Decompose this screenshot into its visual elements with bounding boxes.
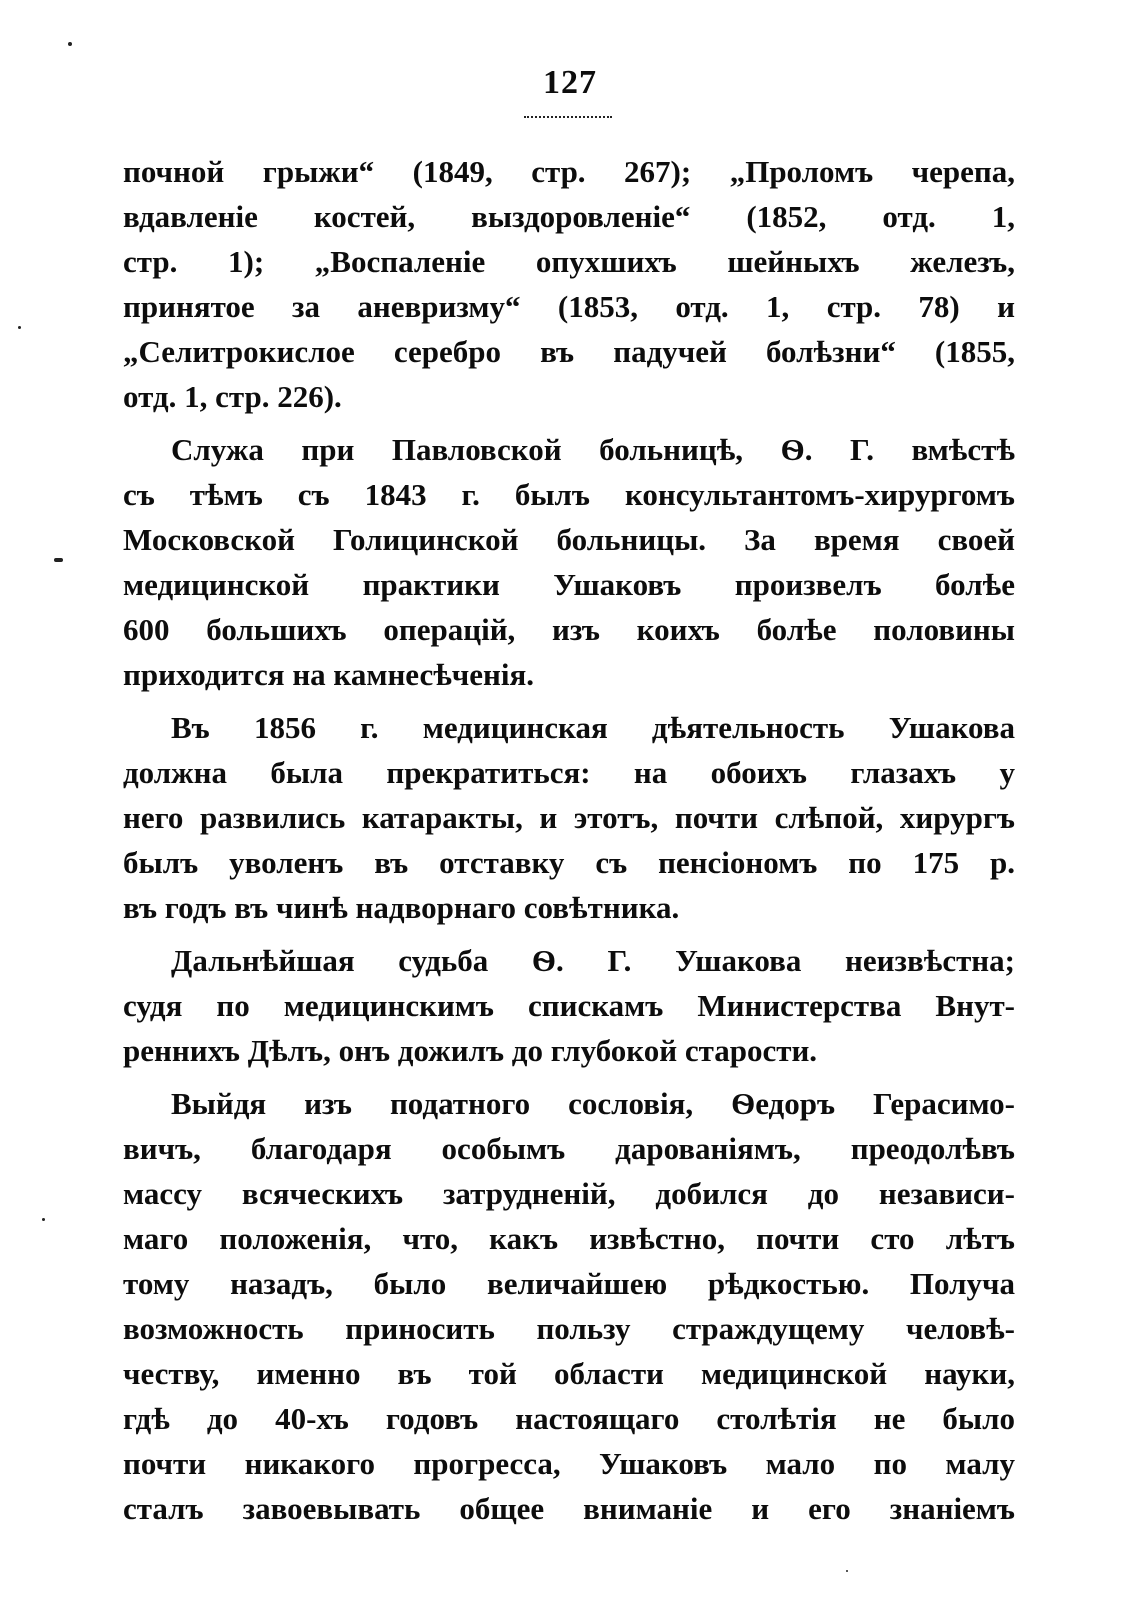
text-line: судя по медицинскимъ спискамъ Министерства Внут-	[123, 988, 1015, 1023]
text-line: принятое за аневризму“ (1853, отд. 1, стр. 78) и	[123, 289, 1015, 324]
text-line: Въ 1856 г. медицинская дѣятельность Ушакова	[171, 710, 1015, 745]
text-line: массу всяческихъ затрудненій, добился до независи-	[123, 1176, 1015, 1211]
text-line: тому назадъ, было величайшею рѣдкостью. Получа	[123, 1266, 1015, 1301]
page-number: 127	[543, 64, 597, 101]
text-line: былъ уволенъ въ отставку съ пенсіономъ по 175 р.	[123, 845, 1015, 880]
scan-speck	[42, 1218, 45, 1221]
page-number-rule	[524, 116, 612, 118]
text-line: честву, именно въ той области медицинской науки,	[123, 1356, 1015, 1391]
text-line: гдѣ до 40-хъ годовъ настоящаго столѣтія не было	[123, 1401, 1015, 1436]
text-line: Дальнѣйшая судьба Ѳ. Г. Ушакова неизвѣстна;	[171, 943, 1015, 978]
text-line: почной грыжи“ (1849, стр. 267); „Проломъ черепа,	[123, 154, 1015, 189]
paragraph	[123, 149, 1015, 419]
text-line: почти никакого прогресса, Ушаковъ мало по малу	[123, 1446, 1015, 1481]
text-line: него развились катаракты, и этотъ, почти слѣпой, хирургъ	[123, 800, 1015, 835]
text-line: стр. 1); „Воспаленіе опухшихъ шейныхъ железъ,	[123, 244, 1015, 279]
body-text	[123, 149, 1015, 1531]
text-line: медицинской практики Ушаковъ произвелъ болѣе	[123, 567, 1015, 602]
scan-speck	[54, 558, 63, 562]
text-line: Московской Голицинской больницы. За время своей	[123, 522, 1015, 557]
scan-speck	[68, 42, 72, 46]
text-line: должна была прекратиться: на обоихъ глазахъ у	[123, 755, 1015, 790]
text-line: съ тѣмъ съ 1843 г. былъ консультантомъ-хирургомъ	[123, 477, 1015, 512]
text-line: маго положенія, что, какъ извѣстно, почти сто лѣтъ	[123, 1221, 1015, 1256]
paragraph	[123, 938, 1015, 1073]
paragraph	[123, 1081, 1015, 1531]
text-line: возможность приносить пользу страждущему человѣ-	[123, 1311, 1015, 1346]
scan-speck	[846, 1570, 848, 1572]
text-line: реннихъ Дѣлъ, онъ дожилъ до глубокой старости.	[123, 1033, 818, 1068]
text-line: Выйдя изъ податного сословія, Ѳедоръ Герасимо-	[171, 1086, 1015, 1121]
text-line: „Селитрокислое серебро въ падучей болѣзни“ (1855,	[123, 334, 1015, 369]
paragraph	[123, 705, 1015, 930]
text-line: Служа при Павловской больницѣ, Ѳ. Г. вмѣстѣ	[171, 432, 1015, 467]
text-line: 600 большихъ операцій, изъ коихъ болѣе половины	[123, 612, 1015, 647]
text-line: вичъ, благодаря особымъ дарованіямъ, преодолѣвъ	[123, 1131, 1015, 1166]
scan-speck	[18, 326, 21, 329]
text-line: сталъ завоевывать общее вниманіе и его знаніемъ	[123, 1491, 1015, 1526]
text-line: въ годъ въ чинѣ надворнаго совѣтника.	[123, 890, 680, 925]
paragraph	[123, 427, 1015, 697]
text-line: вдавленіе костей, выздоровленіе“ (1852, отд. 1,	[123, 199, 1015, 234]
text-line: приходится на камнесѣченія.	[123, 657, 535, 692]
text-line: отд. 1, стр. 226).	[123, 379, 342, 414]
